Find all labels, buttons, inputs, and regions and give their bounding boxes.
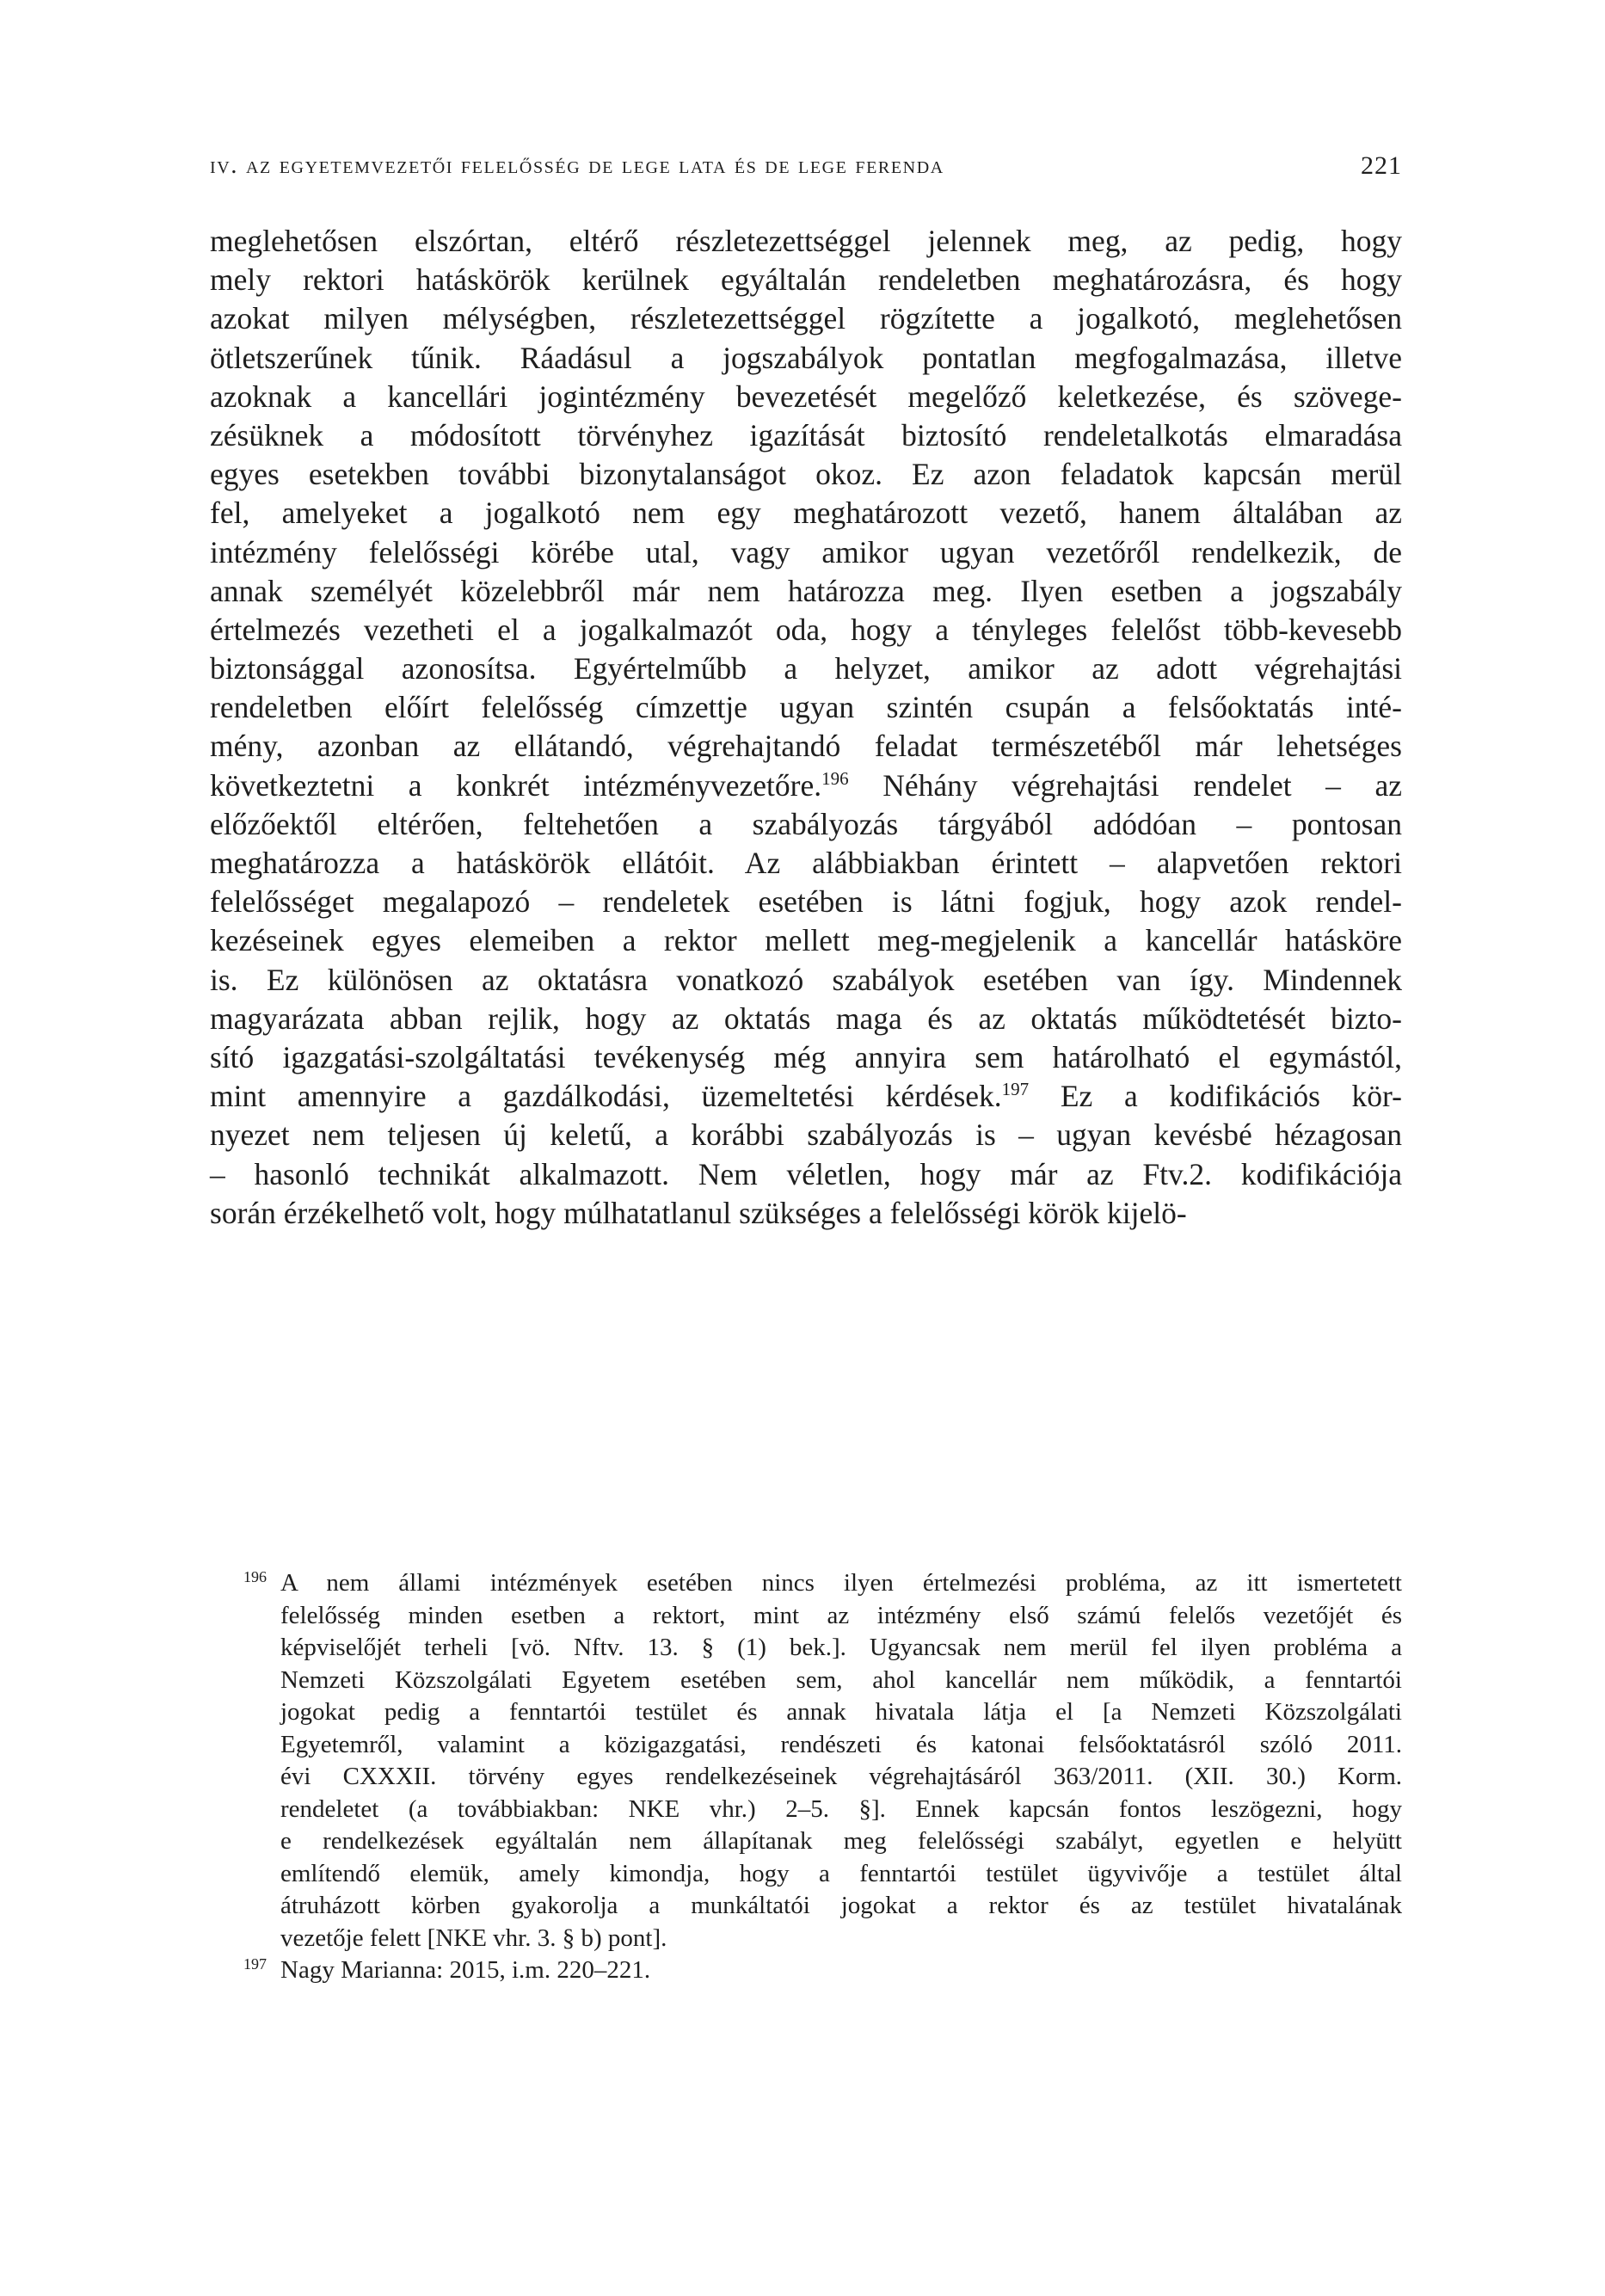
body-line <box>210 455 1402 494</box>
body-line <box>210 961 1402 1000</box>
footnote-197 <box>243 1954 1402 1987</box>
body-line <box>210 805 1402 844</box>
body-line-text: azoknak a kancellári jogintézmény bevezetését megelőző keletkezése, és szövege- <box>210 379 1402 414</box>
footnote-line: jogokat pedig a fenntartói testület és annak hivatala látja el [a Nemzeti Közszolgálati <box>280 1698 1402 1726</box>
body-line-text-after: Néhány végrehajtási rendelet – az <box>848 767 1402 803</box>
body-line-text: felelősséget megalapozó – rendeletek esetében is látni fogjuk, hogy azok rendel- <box>210 884 1402 920</box>
body-line <box>210 883 1402 921</box>
body-line <box>210 1155 1402 1194</box>
body-line <box>210 416 1402 455</box>
page-number: 221 <box>1361 151 1402 180</box>
body-line-text: rendeletben előírt felelősség címzettje ugyan szintén csupán a felsőoktatás inté- <box>210 690 1402 725</box>
body-line <box>210 1194 1402 1233</box>
footnote-line: A nem állami intézmények esetében nincs ilyen értelmezési probléma, az itt ismertetett <box>280 1569 1402 1597</box>
footnote-line: e rendelkezések egyáltalán nem állapítanak meg felelősségi szabályt, egyetlen e helyütt <box>280 1827 1402 1855</box>
body-line-text: sító igazgatási-szolgáltatási tevékenység még annyira sem határolható el egymástól, <box>210 1039 1402 1074</box>
body-line-text: mely rektori hatáskörök kerülnek egyáltalán rendeletben meghatározásra, és hogy <box>210 262 1402 298</box>
body-line <box>210 1000 1402 1038</box>
body-line-text: intézmény felelősségi körébe utal, vagy amikor ugyan vezetőről rendelkezik, de <box>210 534 1402 569</box>
footnote-number: 197 <box>243 1955 267 1973</box>
footnote-number: 196 <box>243 1568 267 1585</box>
body-line <box>210 611 1402 649</box>
body-line-text: következtetni a konkrét intézményvezetőre. <box>210 767 822 803</box>
body-line <box>210 222 1402 261</box>
running-header <box>210 146 1402 181</box>
body-line <box>210 727 1402 766</box>
body-line-text: értelmezés vezetheti el a jogalkalmazót oda, hogy a tényleges felelőst több-kevesebb <box>210 612 1402 647</box>
body-line-text: annak személyét közelebbről már nem határozza meg. Ilyen esetben a jogszabály <box>210 573 1402 608</box>
body-line-text: is. Ez különösen az oktatásra vonatkozó szabályok esetében van így. Mindennek <box>210 962 1402 997</box>
body-line-text: magyarázata abban rejlik, hogy az oktatás maga és az oktatás működtetését bizto- <box>210 1000 1402 1036</box>
body-line-text: ötletszerűnek tűnik. Ráadásul a jogszabályok pontatlan megfogalmazása, illetve <box>210 340 1402 375</box>
body-line-text: biztonsággal azonosítsa. Egyértelműbb a helyzet, amikor az adott végrehajtási <box>210 651 1402 686</box>
body-line-text: mint amennyire a gazdálkodási, üzemeltetési kérdések. <box>210 1079 1002 1114</box>
body-line <box>210 299 1402 338</box>
body-line <box>210 494 1402 532</box>
body-text <box>210 222 1402 1233</box>
body-line <box>210 1116 1402 1154</box>
body-line <box>210 844 1402 883</box>
body-line-text: meglehetősen elszórtan, eltérő részletezettséggel jelennek meg, az pedig, hogy <box>210 224 1402 258</box>
footnote-line: átruházott körben gyakorolja a munkáltatói jogokat a rektor és az testület hivatalának <box>280 1892 1402 1919</box>
body-line-text: fel, amelyeket a jogalkotó nem egy meghatározott vezető, hanem általában az <box>210 496 1402 531</box>
footnote-196 <box>243 1567 1402 1954</box>
body-line-text: egyes esetekben további bizonytalanságot okoz. Ez azon feladatok kapcsán merül <box>210 457 1402 492</box>
footnote-line: említendő elemük, amely kimondja, hogy a fenntartói testület ügyvivője a testület által <box>280 1859 1402 1887</box>
footnote-line: évi CXXXII. törvény egyes rendelkezéseinek végrehajtásáról 363/2011. (XII. 30.) Korm. <box>280 1763 1402 1790</box>
body-line <box>210 533 1402 572</box>
footnote-line: rendeletet (a továbbiakban: NKE vhr.) 2–5. §]. Ennek kapcsán fontos leszögezni, hogy <box>280 1794 1402 1823</box>
body-line-text: nyezet nem teljesen új keletű, a korábbi szabályozás is – ugyan kevésbé hézagosan <box>210 1117 1402 1153</box>
body-line <box>210 688 1402 727</box>
body-line-text: meghatározza a hatáskörök ellátóit. Az alábbiakban érintett – alapvetően rektori <box>210 846 1402 880</box>
chapter-title: iv. az egyetemvezetői felelősség de lege lata és de lege ferenda <box>210 151 944 179</box>
body-line-text: zésüknek a módosított törvényhez igazítását biztosító rendeletalkotás elmaradása <box>210 417 1402 452</box>
body-line <box>210 649 1402 688</box>
body-line-text-after: Ez a kodifikációs kör- <box>1029 1079 1402 1114</box>
body-line-text: mény, azonban az ellátandó, végrehajtandó feladat természetéből már lehetséges <box>210 729 1402 764</box>
body-line-text: kezéseinek egyes elemeiben a rektor mellett meg-megjelenik a kancellár hatásköre <box>210 923 1402 958</box>
footnote-reference-197[interactable]: 197 <box>1001 1079 1030 1100</box>
footnote-reference-196[interactable]: 196 <box>821 767 849 789</box>
body-line-text: során érzékelhető volt, hogy múlhatatlanul szükséges a felelősségi körök kijelö- <box>210 1195 1187 1230</box>
footnote-line: felelősség minden esetben a rektort, mint az intézmény első számú felelős vezetőjét és <box>280 1601 1402 1629</box>
footnote-line: vezetője felett [NKE vhr. 3. § b) pont]. <box>280 1924 667 1952</box>
body-line <box>210 261 1402 299</box>
footnote-line: Egyetemről, valamint a közigazgatási, rendészeti és katonai felsőoktatásról szóló 2011. <box>280 1730 1402 1758</box>
footnote-line: Nagy Marianna: 2015, i.m. 220–221. <box>280 1956 651 1984</box>
body-line <box>210 766 1402 805</box>
body-line <box>210 572 1402 611</box>
body-line <box>210 1038 1402 1077</box>
body-line <box>210 1077 1402 1116</box>
footnote-line: Nemzeti Közszolgálati Egyetem esetében sem, ahol kancellár nem működik, a fenntartói <box>280 1665 1402 1694</box>
body-line <box>210 921 1402 960</box>
body-line <box>210 378 1402 416</box>
body-line <box>210 339 1402 378</box>
footnotes <box>243 1567 1402 1987</box>
body-line-text: azokat milyen mélységben, részletezettséggel rögzítette a jogalkotó, meglehetősen <box>210 301 1402 336</box>
body-line-text: előzőektől eltérően, feltehetően a szabályozás tárgyából adódóan – pontosan <box>210 806 1402 841</box>
footnote-line: képviselőjét terheli [vö. Nftv. 13. § (1) bek.]. Ugyancsak nem merül fel ilyen probléma a <box>280 1634 1402 1661</box>
body-line-text: – hasonló technikát alkalmazott. Nem véletlen, hogy már az Ftv.2. kodifikációja <box>210 1156 1402 1191</box>
